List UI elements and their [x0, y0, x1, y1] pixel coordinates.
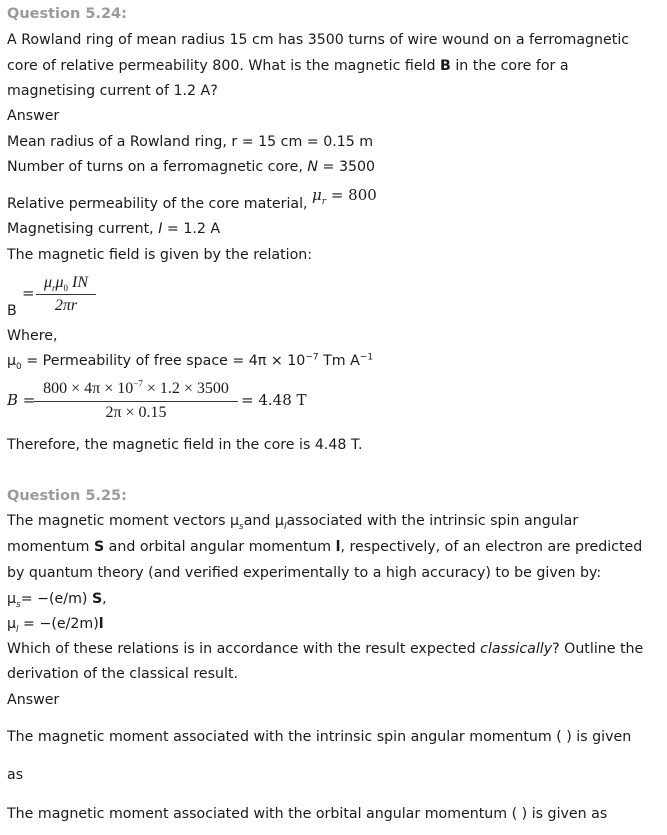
relative-permeability-formula: $\mu_r = 800$: [312, 186, 377, 207]
answer-label: Answer: [7, 108, 60, 124]
question-text-line: magnetising current of 1.2 A?: [7, 83, 218, 99]
calc-lhs: B =: [7, 391, 36, 409]
fraction-bar: [34, 401, 238, 402]
orbital-relation: $\mu_l = -(e/2m)l$: [7, 616, 104, 635]
answer-line: Mean radius of a Rowland ring, r = 15 cm = 0.15 m: [7, 134, 374, 150]
answer-line: as: [7, 767, 24, 783]
answer-line: Magnetising current, I = 1.2 A: [7, 221, 221, 237]
question-text-line: by quantum theory (and verified experimentally to a high accuracy) to be given by:: [7, 565, 602, 581]
question-heading: Question 5.25:: [7, 488, 127, 504]
calc-result: = 4.48 T: [241, 391, 307, 409]
conclusion: Therefore, the magnetic field in the core is 4.48 T.: [7, 437, 363, 453]
answer-line: The magnetic field is given by the relation:: [7, 247, 313, 263]
answer-line: The magnetic moment associated with the intrinsic spin angular momentum ( ) is given: [7, 729, 632, 745]
question-heading: Question 5.24:: [7, 6, 127, 22]
spin-relation: $\mu_s= -(e/m)$ S,: [7, 591, 107, 610]
answer-line: Relative permeability of the core material,: [7, 196, 308, 212]
where-label: Where,: [7, 328, 58, 344]
equals-sign: =: [22, 284, 35, 302]
answer-line: Number of turns on a ferromagnetic core, N = 3500: [7, 159, 376, 175]
answer-line: The magnetic moment associated with the orbital angular momentum ( ) is given as: [7, 806, 608, 822]
question-text-line: A Rowland ring of mean radius 15 cm has 3500 turns of wire wound on a ferromagnetic: [7, 32, 630, 48]
question-text-line: momentum S and orbital angular momentum l, respectively, of an electron are predicted: [7, 539, 643, 555]
calc-denominator: 2π × 0.15: [105, 404, 167, 421]
question-text-line: Which of these relations is in accordance with the result expected classically? Outline the: [7, 641, 644, 657]
calc-numerator: $800 \times 4\pi \times 10^{-7} \times 1.2 \times 3500$: [43, 378, 229, 397]
field-symbol: B: [7, 303, 17, 319]
field-formula-denominator: 2πr: [54, 297, 78, 314]
question-text-line: derivation of the classical result.: [7, 666, 239, 682]
permeability-free-space: $\mu_0$ = Permeability of free space = $4\pi \times 10^{-7}$ Tm $A^{-1}$: [7, 352, 374, 372]
answer-label: Answer: [7, 692, 60, 708]
question-text-line: core of relative permeability 800. What is the magnetic field B in the core for a: [7, 58, 569, 74]
field-formula-numerator: $\mu_r\mu_0$ IN: [43, 274, 89, 294]
question-text-line: The magnetic moment vectors $\mu_sand$ $\mu_lassociated$ with the intrinsic spin angular: [7, 513, 579, 532]
fraction-bar: [36, 294, 96, 295]
